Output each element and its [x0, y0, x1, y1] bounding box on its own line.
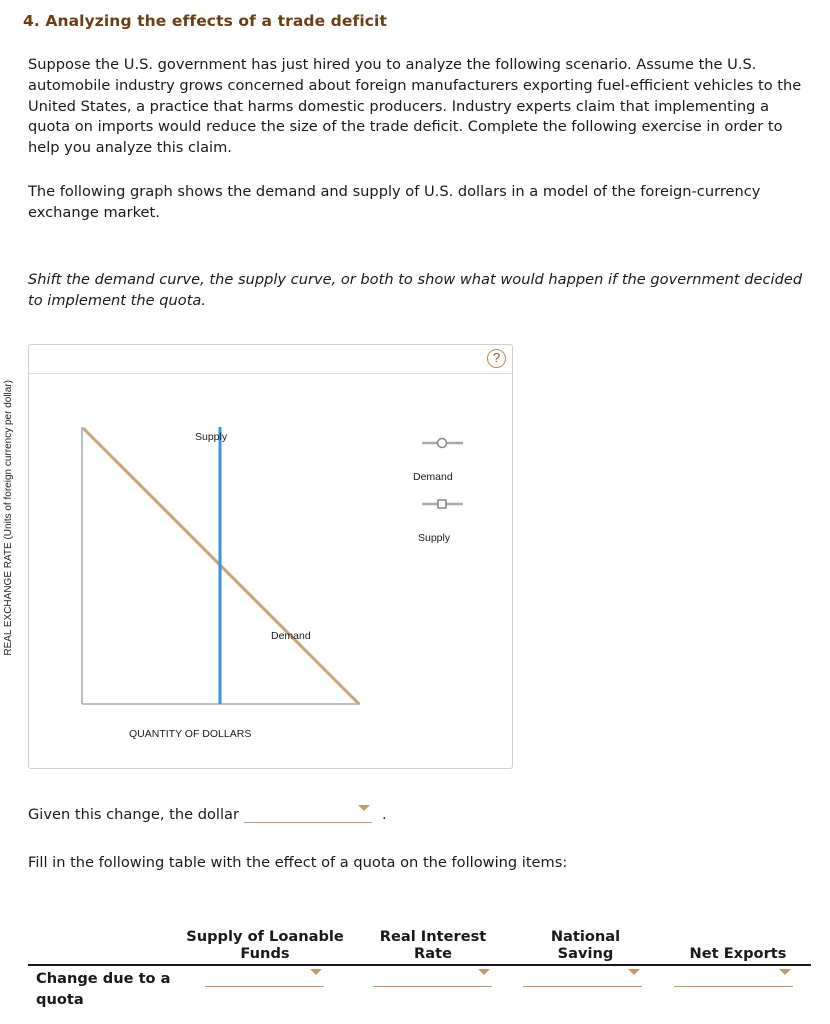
row-label-change-due-to-quota: Change due to a quota	[36, 970, 171, 1008]
dollar-question-suffix: .	[381, 806, 387, 823]
net-exports-dropdown[interactable]	[674, 966, 793, 987]
scenario-text: Suppose the U.S. government has just hired you to analyze the following scenario. Assume the U.S. automobile industry grows concerned about foreign manufacturers exporting fuel-efficient vehicles to the United States, a practice that harms domestic producers. Industry experts claim that implementing a quota on imports would reduce the size of the trade deficit. Complete the following exercise in order to help you analyze this claim.	[28, 56, 802, 157]
dollar-question	[28, 802, 387, 823]
national-saving-dropdown[interactable]	[523, 966, 642, 987]
palette-supply-tool[interactable]	[418, 500, 463, 544]
supply-curve-label: Supply	[195, 431, 228, 443]
question-title: 4. Analyzing the effects of a trade deficit	[23, 12, 387, 30]
chevron-down-icon	[628, 969, 640, 975]
real-interest-rate-dropdown[interactable]	[373, 966, 492, 987]
palette-supply-label: Supply	[418, 532, 451, 544]
circle-marker-icon	[438, 439, 447, 448]
palette-demand-label: Demand	[413, 471, 453, 483]
y-axis-label: REAL EXCHANGE RATE (Units of foreign currency per dollar)	[3, 380, 14, 656]
dollar-change-dropdown[interactable]	[244, 802, 372, 823]
instruction-text: Shift the demand curve, the supply curve, or both to show what would happen if the government decided to implement the quota.	[28, 271, 803, 309]
help-button[interactable]: ?	[487, 349, 506, 368]
dollar-question-prefix: Given this change, the dollar	[28, 806, 239, 823]
palette-demand-tool[interactable]	[413, 439, 463, 484]
column-header-national-saving: National Saving	[550, 928, 621, 962]
column-header-real-interest-rate: Real Interest Rate	[379, 928, 487, 962]
chevron-down-icon	[478, 969, 490, 975]
chevron-down-icon	[310, 969, 322, 975]
graph-canvas	[29, 345, 514, 770]
x-axis-label: QUANTITY OF DOLLARS	[129, 728, 252, 740]
chevron-down-icon	[358, 805, 370, 811]
chevron-down-icon	[779, 969, 791, 975]
demand-curve-label: Demand	[271, 630, 311, 642]
column-header-net-exports: Net Exports	[689, 945, 787, 962]
graph-intro-text: The following graph shows the demand and supply of U.S. dollars in a model of the foreign-currency exchange market.	[28, 183, 761, 221]
square-marker-icon	[438, 500, 446, 508]
loanable-funds-dropdown[interactable]	[205, 966, 324, 987]
column-header-loanable-funds: Supply of Loanable Funds	[186, 928, 344, 962]
table-intro-text: Fill in the following table with the effect of a quota on the following items:	[28, 854, 568, 871]
graph-panel	[28, 344, 513, 769]
